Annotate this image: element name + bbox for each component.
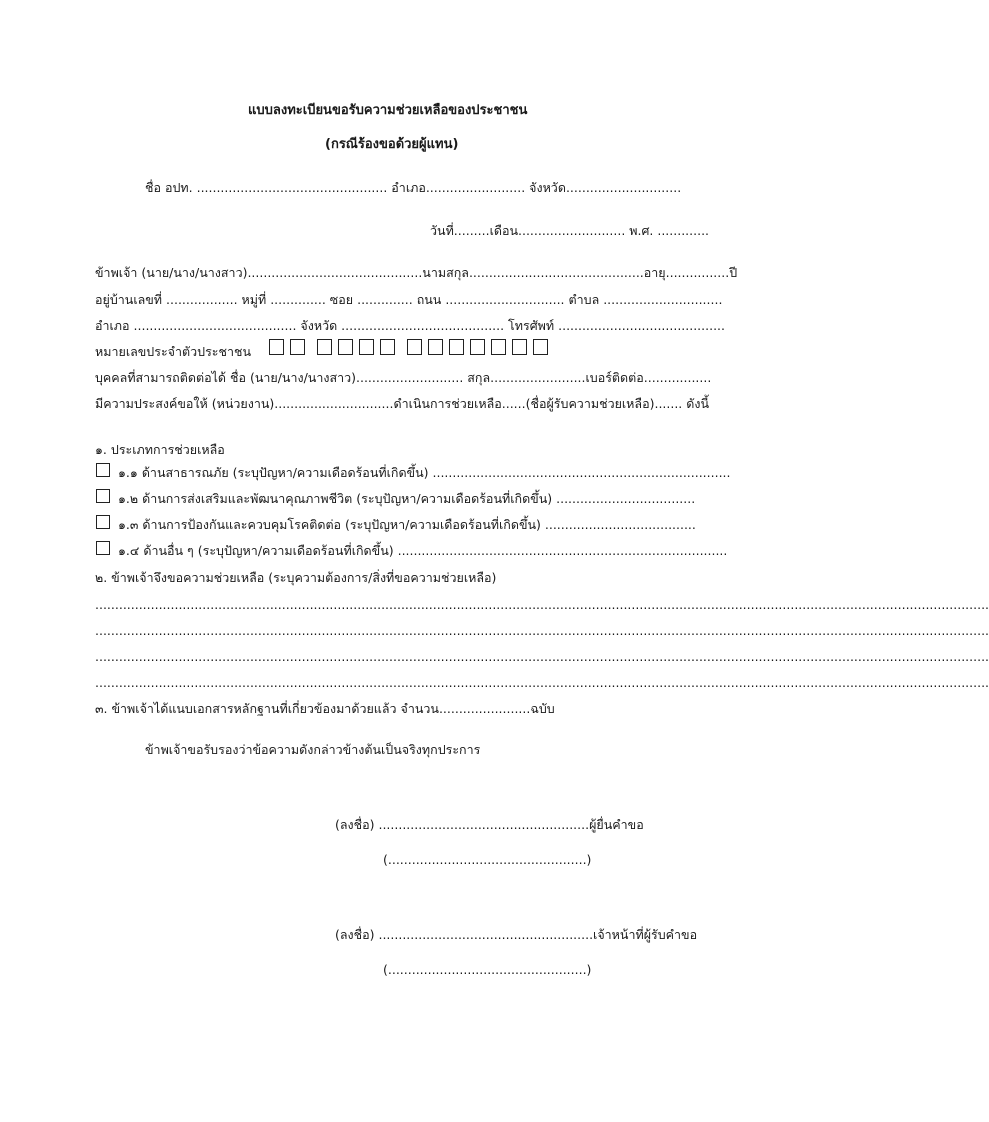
form-subtitle: (กรณีร้องขอด้วยผู้แทน) (325, 137, 459, 152)
section1-heading: ๑. ประเภทการช่วยเหลือ (95, 442, 225, 457)
id-digit-box[interactable] (470, 339, 485, 355)
id-digit-box[interactable] (491, 339, 506, 355)
applicant-signature-line[interactable]: (ลงชื่อ) .....................................................ผู้ยื่นคำขอ (335, 817, 644, 832)
id-digit-box[interactable] (407, 339, 422, 355)
purpose-line[interactable]: มีความประสงค์ขอให้ (หน่วยงาน)..............................ดำเนินการช่วยเหลือ......(ชื่อผู้รับความช่วยเหลือ)....... ดังนี้ (95, 396, 710, 411)
id-digit-box[interactable] (512, 339, 527, 355)
request-line-4[interactable]: ................................................................................................................................................................................................................................. (95, 675, 989, 690)
id-number-boxes[interactable] (269, 337, 554, 356)
id-digit-box[interactable] (317, 339, 332, 355)
contact-line[interactable]: บุคคลที่สามารถติดต่อได้ ชื่อ (นาย/นาง/นางสาว)........................... สกุล........................เบอร์ติดต่อ................. (95, 370, 712, 385)
id-digit-box[interactable] (290, 339, 305, 355)
id-digit-box[interactable] (428, 339, 443, 355)
org-line[interactable]: ชื่อ อปท. ................................................ อำเภอ......................... จังหวัด............................. (145, 180, 682, 195)
applicant-line[interactable]: ข้าพเจ้า (นาย/นาง/นางสาว)............................................นามสกุล............................................อายุ................ปี (95, 265, 738, 280)
item-quality-of-life[interactable]: ๑.๒ ด้านการส่งเสริมและพัฒนาคุณภาพชีวิต (ระบุปัญหา/ความเดือดร้อนที่เกิดขึ้น) ................................... (118, 491, 696, 506)
id-number-label: หมายเลขประจำตัวประชาชน (95, 344, 252, 359)
checkbox-quality-of-life[interactable] (96, 489, 110, 503)
request-line-2[interactable]: ................................................................................................................................................................................................................................. (95, 623, 989, 638)
district-line[interactable]: อำเภอ ......................................... จังหวัด ......................................... โทรศัพท์ .......................................... (95, 318, 725, 333)
checkbox-other[interactable] (96, 541, 110, 555)
section2-heading: ๒. ข้าพเจ้าจึงขอความช่วยเหลือ (ระบุความต้องการ/สิ่งที่ขอความช่วยเหลือ) (95, 570, 497, 585)
item-disaster[interactable]: ๑.๑ ด้านสาธารณภัย (ระบุปัญหา/ความเดือดร้อนที่เกิดขึ้น) ........................................................................... (118, 465, 731, 480)
item-other[interactable]: ๑.๔ ด้านอื่น ๆ (ระบุปัญหา/ความเดือดร้อนที่เกิดขึ้น) ................................................................................... (118, 543, 728, 558)
request-line-3[interactable]: ................................................................................................................................................................................................................................. (95, 649, 989, 664)
officer-signature-line[interactable]: (ลงชื่อ) ......................................................เจ้าหน้าที่ผู้รับคำขอ (335, 927, 698, 942)
id-digit-box[interactable] (338, 339, 353, 355)
id-digit-box[interactable] (533, 339, 548, 355)
form-title: แบบลงทะเบียนขอรับความช่วยเหลือของประชาชน (248, 103, 528, 118)
item-disease-control[interactable]: ๑.๓ ด้านการป้องกันและควบคุมโรคติดต่อ (ระบุปัญหา/ความเดือดร้อนที่เกิดขึ้น) ...................................... (118, 517, 696, 532)
certification-text: ข้าพเจ้าขอรับรองว่าข้อความดังกล่าวข้างต้นเป็นจริงทุกประการ (145, 742, 481, 757)
officer-name-line[interactable]: (..................................................) (383, 962, 592, 977)
checkbox-disease-control[interactable] (96, 515, 110, 529)
date-line[interactable]: วันที่.........เดือน........................... พ.ศ. ............. (430, 223, 710, 238)
attachments-line[interactable]: ๓. ข้าพเจ้าได้แนบเอกสารหลักฐานที่เกี่ยวข้องมาด้วยแล้ว จำนวน.......................ฉบับ (95, 701, 555, 716)
checkbox-disaster[interactable] (96, 463, 110, 477)
address-line[interactable]: อยู่บ้านเลขที่ .................. หมู่ที่ .............. ซอย .............. ถนน .............................. ตำบล .............................. (95, 292, 723, 307)
applicant-name-line[interactable]: (..................................................) (383, 852, 592, 867)
id-digit-box[interactable] (269, 339, 284, 355)
id-digit-box[interactable] (449, 339, 464, 355)
id-digit-box[interactable] (380, 339, 395, 355)
request-line-1[interactable]: ................................................................................................................................................................................................................................. (95, 597, 989, 612)
id-digit-box[interactable] (359, 339, 374, 355)
